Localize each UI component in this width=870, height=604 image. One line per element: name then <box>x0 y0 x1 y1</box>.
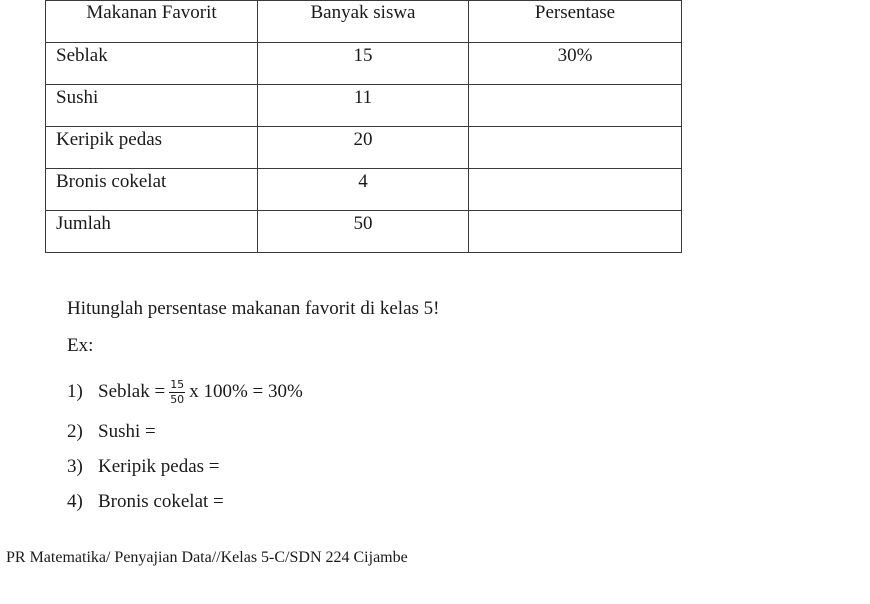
row-percent <box>469 169 682 211</box>
row-percent: 30% <box>469 43 682 85</box>
footer-text: PR Matematika/ Penyajian Data//Kelas 5-C/SDN 224 Cijambe <box>6 549 408 566</box>
formula-rest: x 100% = 30% <box>189 381 303 402</box>
header-percent: Persentase <box>469 1 682 43</box>
task-label: Seblak = <box>98 381 166 402</box>
row-count: 4 <box>258 169 469 211</box>
row-food-name: Keripik pedas <box>46 127 258 169</box>
list-item <box>67 484 303 519</box>
task-label: Bronis cokelat = <box>98 490 224 512</box>
header-food: Makanan Favorit <box>46 1 258 43</box>
task-label: Keripik pedas = <box>98 455 220 477</box>
favorite-food-table <box>45 0 682 253</box>
task-index: 3) <box>67 455 83 477</box>
example-label: Ex: <box>67 335 94 356</box>
example-formula <box>98 379 303 405</box>
question-text: Hitunglah persentase makanan favorit di kelas 5! <box>67 298 440 319</box>
fraction-denominator: 50 <box>170 392 185 406</box>
row-percent <box>469 211 682 253</box>
table-header-row <box>46 1 682 43</box>
task-label: Sushi = <box>98 420 156 442</box>
task-list <box>67 370 303 519</box>
row-percent <box>469 127 682 169</box>
list-item <box>67 414 303 449</box>
table-row <box>46 169 682 211</box>
row-food-name: Sushi <box>46 85 258 127</box>
table-row <box>46 43 682 85</box>
row-food-name: Seblak <box>46 43 258 85</box>
task-index: 2) <box>67 420 83 442</box>
fraction <box>169 379 185 405</box>
row-percent <box>469 85 682 127</box>
row-food-name: Jumlah <box>46 211 258 253</box>
fraction-numerator: 15 <box>170 377 185 391</box>
row-count: 20 <box>258 127 469 169</box>
header-count: Banyak siswa <box>258 1 469 43</box>
list-item <box>67 449 303 484</box>
row-count: 50 <box>258 211 469 253</box>
task-index: 1) <box>67 381 83 402</box>
table-row <box>46 85 682 127</box>
row-food-name: Bronis cokelat <box>46 169 258 211</box>
table-row <box>46 127 682 169</box>
list-item <box>67 370 303 414</box>
table-total-row <box>46 211 682 253</box>
row-count: 11 <box>258 85 469 127</box>
row-count: 15 <box>258 43 469 85</box>
task-index: 4) <box>67 490 83 512</box>
